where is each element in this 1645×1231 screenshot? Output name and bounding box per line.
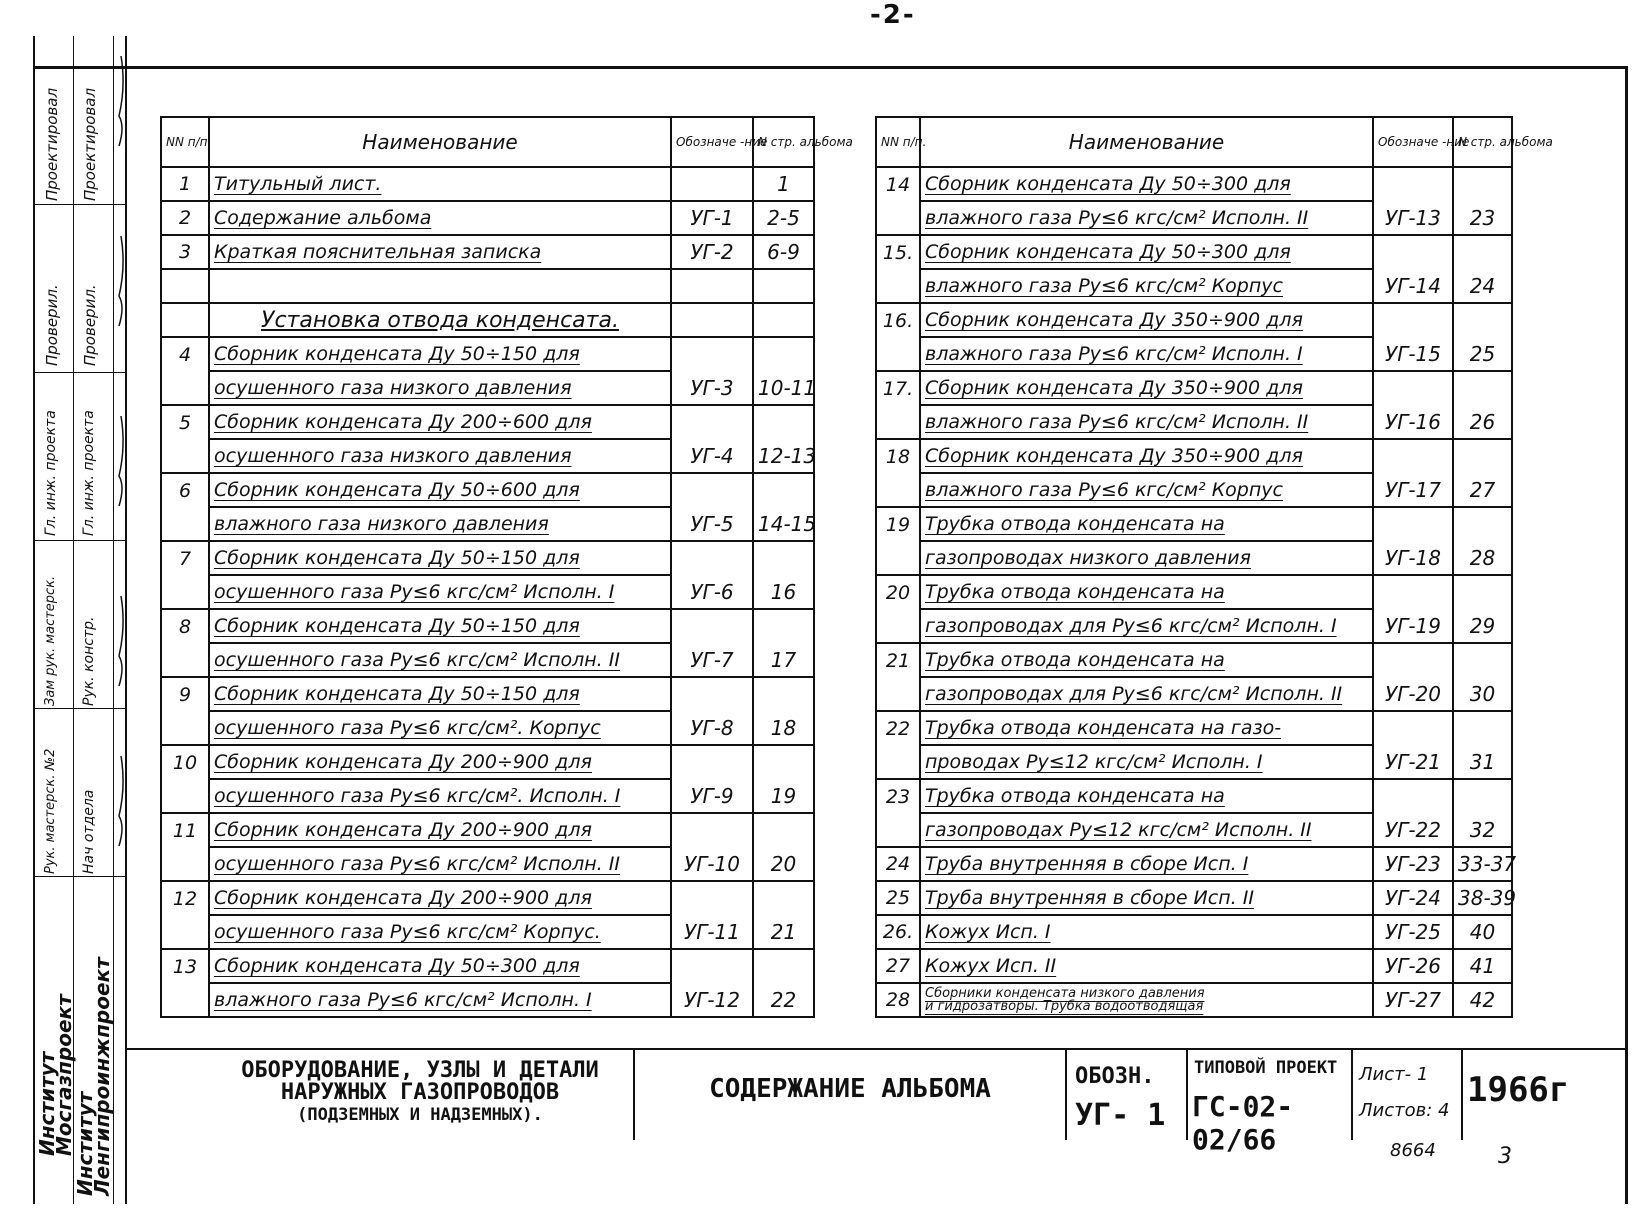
row-name: Сборник конденсата Ду 200÷900 для <box>209 813 671 847</box>
row-name-line2: влажного газа Ру≤6 кгс/см² Исполн. II <box>920 201 1373 235</box>
year: 1966г <box>1467 1070 1570 1110</box>
row-number: 5 <box>161 405 209 439</box>
row-name <box>209 269 671 303</box>
row-code: УГ-22 <box>1373 813 1453 847</box>
stamp-role-6: Гл. инж. проекта <box>81 410 97 536</box>
row-name: Труба внутренняя в сборе Исп. I <box>920 847 1373 881</box>
row-name: Сборник конденсата Ду 200÷900 для <box>209 881 671 915</box>
row-page: 32 <box>1453 813 1512 847</box>
row-page <box>753 303 814 337</box>
table-row <box>161 541 814 575</box>
table-row-continuation <box>876 677 1512 711</box>
row-name-line2: газопроводах низкого давления <box>920 541 1373 575</box>
row-code: УГ-27 <box>1373 983 1453 1017</box>
row-name-line2: влажного газа Ру≤6 кгс/см² Корпус <box>920 269 1373 303</box>
row-code <box>671 405 753 439</box>
row-name-line2: и гидрозатворы. Трубка водоотводящая <box>925 999 1204 1014</box>
row-page: 20 <box>753 847 814 881</box>
table-row-continuation <box>161 711 814 745</box>
row-number: 22 <box>876 711 920 745</box>
stamp-role-10: Нач отдела <box>81 789 97 874</box>
row-name: Сборник конденсата Ду 50÷600 для <box>209 473 671 507</box>
subject-line-3: (ПОДЗЕМНЫХ И НАДЗЕМНЫХ). <box>297 1105 543 1125</box>
table-row <box>161 813 814 847</box>
row-page: 21 <box>753 915 814 949</box>
row-page: 6-9 <box>753 235 814 269</box>
row-number-empty <box>876 745 920 779</box>
row-name: Сборник конденсата Ду 50÷300 для <box>920 235 1373 269</box>
row-number-empty <box>876 201 920 235</box>
row-number-empty <box>876 269 920 303</box>
table-row <box>161 473 814 507</box>
row-page <box>753 813 814 847</box>
row-number <box>161 303 209 337</box>
row-name-line2: влажного газа низкого давления <box>209 507 671 541</box>
row-code <box>671 337 753 371</box>
project-label: ТИПОВОЙ ПРОЕКТ <box>1194 1058 1338 1078</box>
row-name: Трубка отвода конденсата на <box>920 779 1373 813</box>
row-name-line2: осушенного газа Ру≤6 кгс/см² Корпус. <box>209 915 671 949</box>
row-name-line2: осушенного газа Ру≤6 кгс/см² Исполн. II <box>209 847 671 881</box>
header-name: Наименование <box>209 117 671 167</box>
row-name-line2: газопроводах Ру≤12 кгс/см² Исполн. II <box>920 813 1373 847</box>
row-page <box>1453 167 1512 201</box>
stamp-role-7: Зам рук. мастерск. <box>43 575 58 706</box>
table-row-continuation <box>161 439 814 473</box>
row-number-empty <box>161 371 209 405</box>
row-number-empty <box>876 473 920 507</box>
subject-line-2: НАРУЖНЫХ ГАЗОПРОВОДОВ <box>280 1080 560 1105</box>
row-code: УГ-12 <box>671 983 753 1017</box>
row-name-line2: осушенного газа низкого давления <box>209 371 671 405</box>
table-row <box>876 371 1512 405</box>
table-row <box>161 405 814 439</box>
row-page: 41 <box>1453 949 1512 983</box>
row-number <box>161 269 209 303</box>
archive-code: 8664 <box>1390 1140 1436 1161</box>
row-page: 2-5 <box>753 201 814 235</box>
row-page: 16 <box>753 575 814 609</box>
row-number-empty <box>161 847 209 881</box>
table-row <box>161 609 814 643</box>
row-name-line2: влажного газа Ру≤6 кгс/см² Исполн. I <box>209 983 671 1017</box>
row-number: 12 <box>161 881 209 915</box>
row-page <box>753 269 814 303</box>
row-code: УГ-19 <box>1373 609 1453 643</box>
row-number-empty <box>161 983 209 1017</box>
row-name: Краткая пояснительная записка <box>209 235 671 269</box>
table-row <box>161 167 814 201</box>
row-page: 12-13 <box>753 439 814 473</box>
row-page <box>753 949 814 983</box>
row-page: 25 <box>1453 337 1512 371</box>
row-code <box>671 609 753 643</box>
row-name: Трубка отвода конденсата на газо- <box>920 711 1373 745</box>
row-name-line2: осушенного газа Ру≤6 кгс/см² Исполн. I <box>209 575 671 609</box>
row-name: Сборник конденсата Ду 350÷900 для <box>920 371 1373 405</box>
header-code: Обозначе -ние <box>671 117 753 167</box>
contents-table-left <box>160 116 853 1018</box>
row-name: Сборник конденсата Ду 50÷150 для <box>209 677 671 711</box>
row-page <box>753 541 814 575</box>
row-number-empty <box>876 813 920 847</box>
row-code: УГ-1 <box>671 201 753 235</box>
row-name: Трубка отвода конденсата на <box>920 643 1373 677</box>
row-number: 7 <box>161 541 209 575</box>
row-page <box>1453 371 1512 405</box>
table-row-continuation <box>161 847 814 881</box>
row-page: 27 <box>1453 473 1512 507</box>
table-row <box>876 847 1512 881</box>
row-number-empty <box>161 779 209 813</box>
row-code <box>671 167 753 201</box>
row-code <box>1373 371 1453 405</box>
row-code: УГ-8 <box>671 711 753 745</box>
row-name: Титульный лист. <box>209 167 671 201</box>
row-name: Сборник конденсата Ду 50÷300 для <box>920 167 1373 201</box>
row-code <box>671 269 753 303</box>
table-row <box>161 201 814 235</box>
stamp-role-5: Гл. инж. проекта <box>43 410 59 536</box>
table-row-continuation <box>161 779 814 813</box>
table-row-continuation <box>161 915 814 949</box>
row-page: 23 <box>1453 201 1512 235</box>
row-number: 14 <box>876 167 920 201</box>
table-row <box>876 983 1512 1017</box>
subject-block <box>185 1060 655 1126</box>
row-name: Трубка отвода конденсата на <box>920 507 1373 541</box>
row-code: УГ-6 <box>671 575 753 609</box>
institute-2: Институт Ленгипроинжпроект <box>73 957 114 1196</box>
row-code: УГ-9 <box>671 779 753 813</box>
row-page: 28 <box>1453 541 1512 575</box>
stamp-role-1: Проектировал <box>43 87 61 201</box>
row-number-empty <box>161 507 209 541</box>
header-name: Наименование <box>920 117 1373 167</box>
row-code <box>1373 575 1453 609</box>
table-row <box>876 235 1512 269</box>
row-page: 17 <box>753 643 814 677</box>
signatures-image <box>113 36 129 876</box>
table-row <box>161 337 814 371</box>
table-row <box>876 949 1512 983</box>
table-row <box>876 643 1512 677</box>
row-page <box>1453 235 1512 269</box>
designation-label: ОБОЗН. <box>1075 1064 1155 1089</box>
row-number: 24 <box>876 847 920 881</box>
table-row-continuation <box>161 371 814 405</box>
row-code <box>671 303 753 337</box>
row-code <box>671 677 753 711</box>
table-row <box>876 915 1512 949</box>
stamp-role-3: Проверил. <box>43 284 61 366</box>
header-num: NN п/п. <box>876 117 920 167</box>
row-number-empty <box>876 541 920 575</box>
row-code: УГ-15 <box>1373 337 1453 371</box>
row-name: Сборник конденсата Ду 50÷300 для <box>209 949 671 983</box>
row-page <box>753 745 814 779</box>
row-name: Сборник конденсата Ду 200÷900 для <box>209 745 671 779</box>
table-row <box>876 881 1512 915</box>
row-code <box>671 949 753 983</box>
row-page: 40 <box>1453 915 1512 949</box>
table-row-continuation <box>876 201 1512 235</box>
row-code <box>671 745 753 779</box>
table-row <box>876 779 1512 813</box>
row-number: 1 <box>161 167 209 201</box>
row-code <box>1373 167 1453 201</box>
row-code: УГ-13 <box>1373 201 1453 235</box>
row-number-empty <box>876 405 920 439</box>
header-code: Обозначе -ние <box>1373 117 1453 167</box>
row-code <box>671 473 753 507</box>
row-page: 19 <box>753 779 814 813</box>
row-number: 10 <box>161 745 209 779</box>
row-number: 4 <box>161 337 209 371</box>
row-name: Сборник конденсата Ду 350÷900 для <box>920 439 1373 473</box>
row-code <box>1373 439 1453 473</box>
table-row-continuation <box>876 813 1512 847</box>
row-name-line2: влажного газа Ру≤6 кгс/см² Исполн. II <box>920 405 1373 439</box>
table-row <box>161 677 814 711</box>
row-code: УГ-23 <box>1373 847 1453 881</box>
table-row-continuation <box>161 575 814 609</box>
row-number-empty <box>161 915 209 949</box>
row-name-line2: осушенного газа Ру≤6 кгс/см². Корпус <box>209 711 671 745</box>
row-page: 22 <box>753 983 814 1017</box>
institute-1: Институт Мосгазпроект <box>35 994 76 1156</box>
row-number-empty <box>876 677 920 711</box>
footer-page: 3 <box>1498 1144 1512 1169</box>
row-page <box>1453 507 1512 541</box>
table-row <box>161 235 814 269</box>
row-page <box>753 881 814 915</box>
row-page <box>753 473 814 507</box>
row-code: УГ-18 <box>1373 541 1453 575</box>
row-page: 29 <box>1453 609 1512 643</box>
row-code <box>1373 303 1453 337</box>
row-page <box>1453 643 1512 677</box>
row-name <box>920 983 1373 1017</box>
row-page: 33-37 <box>1453 847 1512 881</box>
table-row <box>876 575 1512 609</box>
table-row-continuation <box>876 337 1512 371</box>
row-code: УГ-26 <box>1373 949 1453 983</box>
stamp-role-2: Проектировал <box>81 87 99 201</box>
row-code: УГ-24 <box>1373 881 1453 915</box>
row-page: 18 <box>753 711 814 745</box>
row-page <box>753 405 814 439</box>
page-number: -2- <box>870 0 916 30</box>
row-code: УГ-5 <box>671 507 753 541</box>
row-code <box>1373 507 1453 541</box>
row-code: УГ-3 <box>671 371 753 405</box>
row-number: 16. <box>876 303 920 337</box>
row-number: 8 <box>161 609 209 643</box>
row-number: 18 <box>876 439 920 473</box>
row-name: Трубка отвода конденсата на <box>920 575 1373 609</box>
table-row <box>161 949 814 983</box>
row-code: УГ-25 <box>1373 915 1453 949</box>
row-name-line1: Сборники конденсата низкого давления <box>925 986 1205 1001</box>
row-number: 21 <box>876 643 920 677</box>
row-number-empty <box>161 575 209 609</box>
row-page <box>753 609 814 643</box>
header-num: NN п/п. <box>161 117 209 167</box>
margin-stamp <box>33 36 127 1204</box>
row-page: 30 <box>1453 677 1512 711</box>
row-number: 17. <box>876 371 920 405</box>
row-code: УГ-10 <box>671 847 753 881</box>
project-code: ГС-02-02/66 <box>1192 1090 1294 1156</box>
row-page: 31 <box>1453 745 1512 779</box>
row-number: 23 <box>876 779 920 813</box>
row-code <box>671 813 753 847</box>
row-code <box>1373 711 1453 745</box>
row-code <box>671 881 753 915</box>
row-page: 10-11 <box>753 371 814 405</box>
row-number: 19 <box>876 507 920 541</box>
row-number-empty <box>161 643 209 677</box>
table-row-continuation <box>876 745 1512 779</box>
table-row-continuation <box>876 269 1512 303</box>
row-name-line2: осушенного газа Ру≤6 кгс/см². Исполн. I <box>209 779 671 813</box>
designation: УГ- 1 <box>1075 1098 1166 1133</box>
row-name: Сборник конденсата Ду 50÷150 для <box>209 541 671 575</box>
row-number: 3 <box>161 235 209 269</box>
sheets-label: Листов: 4 <box>1359 1100 1450 1121</box>
row-number: 28 <box>876 983 920 1017</box>
row-name: Сборник конденсата Ду 350÷900 для <box>920 303 1373 337</box>
stamp-role-8: Рук. констр. <box>81 616 97 706</box>
row-name-line2: газопроводах для Ру≤6 кгс/см² Исполн. II <box>920 677 1373 711</box>
row-page: 1 <box>753 167 814 201</box>
row-code <box>1373 235 1453 269</box>
row-name-line2: проводах Ру≤12 кгс/см² Исполн. I <box>920 745 1373 779</box>
row-name-line2: газопроводах для Ру≤6 кгс/см² Исполн. I <box>920 609 1373 643</box>
row-number: 11 <box>161 813 209 847</box>
table-row-continuation <box>876 541 1512 575</box>
row-number-empty <box>876 609 920 643</box>
table-row-continuation <box>876 609 1512 643</box>
row-page <box>1453 303 1512 337</box>
row-code: УГ-17 <box>1373 473 1453 507</box>
sheet-title: СОДЕРЖАНИЕ АЛЬБОМА <box>709 1074 991 1104</box>
row-code <box>1373 779 1453 813</box>
row-page <box>1453 779 1512 813</box>
table-row-continuation <box>161 983 814 1017</box>
row-page <box>1453 439 1512 473</box>
row-number: 9 <box>161 677 209 711</box>
table-row <box>876 303 1512 337</box>
row-page <box>1453 711 1512 745</box>
section-heading: Установка отвода конденсата. <box>209 303 671 337</box>
row-name: Сборник конденсата Ду 200÷600 для <box>209 405 671 439</box>
table-row <box>161 303 814 337</box>
row-code: УГ-14 <box>1373 269 1453 303</box>
row-number: 13 <box>161 949 209 983</box>
row-name-line2: осушенного газа Ру≤6 кгс/см² Исполн. II <box>209 643 671 677</box>
row-page: 24 <box>1453 269 1512 303</box>
table-row-continuation <box>876 405 1512 439</box>
row-name: Содержание альбома <box>209 201 671 235</box>
row-code: УГ-11 <box>671 915 753 949</box>
row-code: УГ-2 <box>671 235 753 269</box>
contents-table-right <box>875 116 1553 1018</box>
row-name-line2: влажного газа Ру≤6 кгс/см² Корпус <box>920 473 1373 507</box>
row-code: УГ-20 <box>1373 677 1453 711</box>
row-number: 27 <box>876 949 920 983</box>
row-page: 42 <box>1453 983 1512 1017</box>
header-page: N стр. альбома <box>1453 117 1512 167</box>
row-code: УГ-21 <box>1373 745 1453 779</box>
row-name: Труба внутренняя в сборе Исп. II <box>920 881 1373 915</box>
stamp-role-4: Проверил. <box>81 284 99 366</box>
row-page <box>1453 575 1512 609</box>
row-number: 2 <box>161 201 209 235</box>
row-page: 38-39 <box>1453 881 1512 915</box>
row-name: Кожух Исп. I <box>920 915 1373 949</box>
table-row-continuation <box>876 473 1512 507</box>
row-page <box>753 677 814 711</box>
table-row-continuation <box>161 643 814 677</box>
row-code: УГ-4 <box>671 439 753 473</box>
table-row-continuation <box>161 507 814 541</box>
row-number: 6 <box>161 473 209 507</box>
row-code: УГ-16 <box>1373 405 1453 439</box>
row-number: 25 <box>876 881 920 915</box>
row-code <box>671 541 753 575</box>
row-number: 26. <box>876 915 920 949</box>
table-row <box>161 745 814 779</box>
stamp-role-9: Рук. мастерск. №2 <box>43 748 58 874</box>
row-name-line2: осушенного газа низкого давления <box>209 439 671 473</box>
table-row <box>876 711 1512 745</box>
row-name-line2: влажного газа Ру≤6 кгс/см² Исполн. I <box>920 337 1373 371</box>
table-row <box>876 439 1512 473</box>
row-name: Кожух Исп. II <box>920 949 1373 983</box>
row-page: 14-15 <box>753 507 814 541</box>
table-row <box>161 881 814 915</box>
row-number-empty <box>161 439 209 473</box>
row-number: 20 <box>876 575 920 609</box>
row-number-empty <box>161 711 209 745</box>
table-row <box>876 167 1512 201</box>
subject-line-1: ОБОРУДОВАНИЕ, УЗЛЫ И ДЕТАЛИ <box>241 1058 599 1083</box>
row-name: Сборник конденсата Ду 50÷150 для <box>209 609 671 643</box>
sheet-label: Лист- 1 <box>1359 1064 1429 1085</box>
row-name: Сборник конденсата Ду 50÷150 для <box>209 337 671 371</box>
table-row <box>876 507 1512 541</box>
row-number: 15. <box>876 235 920 269</box>
table-row <box>161 269 814 303</box>
row-code <box>1373 643 1453 677</box>
row-page: 26 <box>1453 405 1512 439</box>
header-page: N стр. альбома <box>753 117 814 167</box>
row-page <box>753 337 814 371</box>
row-code: УГ-7 <box>671 643 753 677</box>
row-number-empty <box>876 337 920 371</box>
